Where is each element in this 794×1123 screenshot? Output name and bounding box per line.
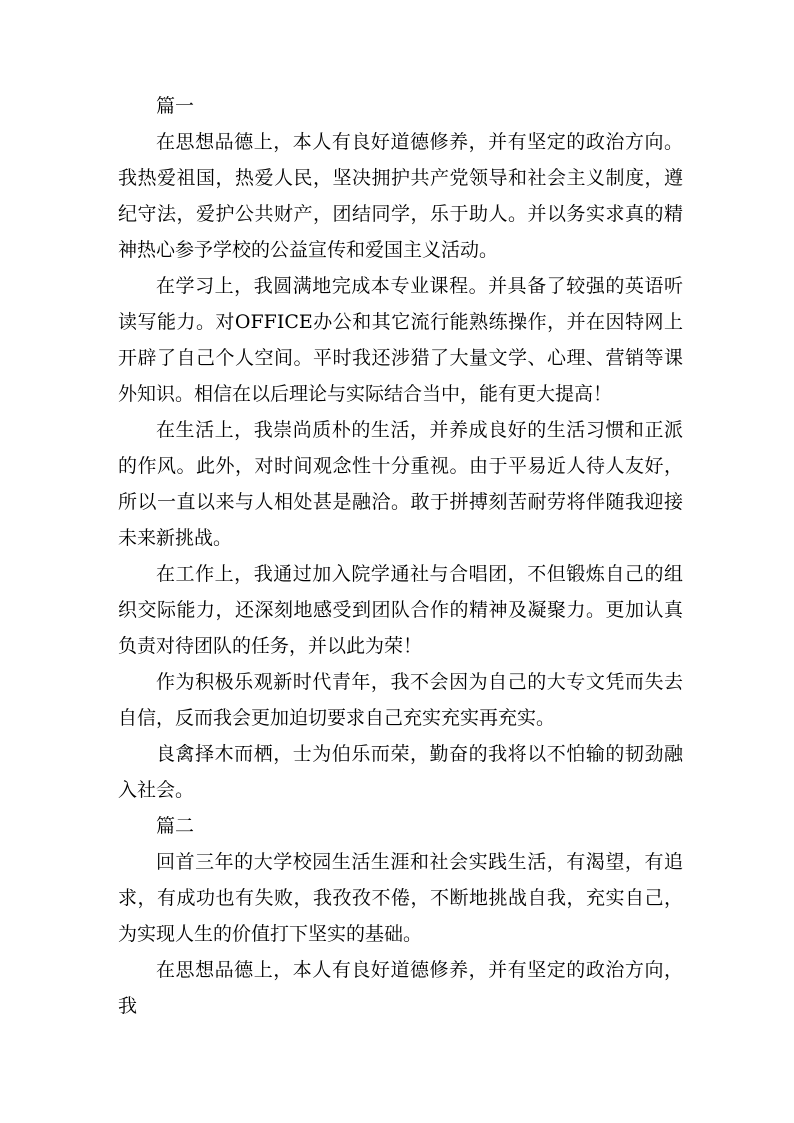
paragraph: 回首三年的大学校园生活生涯和社会实践生活，有渴望，有追求，有成功也有失败，我孜孜不倦，不断地挑战自我，充实自己，为实现人生的价值打下坚实的基础。 xyxy=(118,851,683,945)
paragraph: 在思想品德上，本人有良好道德修养，并有坚定的政治方向，我 xyxy=(118,959,683,1017)
section-heading: 篇一 xyxy=(156,95,195,117)
paragraph: 在生活上，我崇尚质朴的生活，并养成良好的生活习惯和正派的作风。此外，对时间观念性十分重视。由于平易近人待人友好，所以一直以来与人相处甚是融洽。敢于拼搏刻苦耐劳将伴随我迎接未来新挑战。 xyxy=(118,419,683,549)
document-body xyxy=(118,88,683,1024)
section-heading: 篇二 xyxy=(156,815,195,837)
paragraph: 在学习上，我圆满地完成本专业课程。并具备了较强的英语听读写能力。对OFFICE办公和其它流行能熟练操作，并在因特网上开辟了自己个人空间。平时我还涉猎了大量文学、心理、营销等课外知识。相信在以后理论与实际结合当中，能有更大提高！ xyxy=(118,275,683,405)
paragraph: 良禽择木而栖，士为伯乐而荣，勤奋的我将以不怕输的韧劲融入社会。 xyxy=(118,743,683,801)
paragraph: 在思想品德上，本人有良好道德修养，并有坚定的政治方向。我热爱祖国，热爱人民，坚决拥护共产党领导和社会主义制度，遵纪守法，爱护公共财产，团结同学，乐于助人。并以务实求真的精神热心参予学校的公益宣传和爱国主义活动。 xyxy=(118,131,683,261)
paragraph: 在工作上，我通过加入院学通社与合唱团，不但锻炼自己的组织交际能力，还深刻地感受到团队合作的精神及凝聚力。更加认真负责对待团队的任务，并以此为荣！ xyxy=(118,563,683,657)
paragraph: 作为积极乐观新时代青年，我不会因为自己的大专文凭而失去自信，反而我会更加迫切要求自己充实充实再充实。 xyxy=(118,671,683,729)
